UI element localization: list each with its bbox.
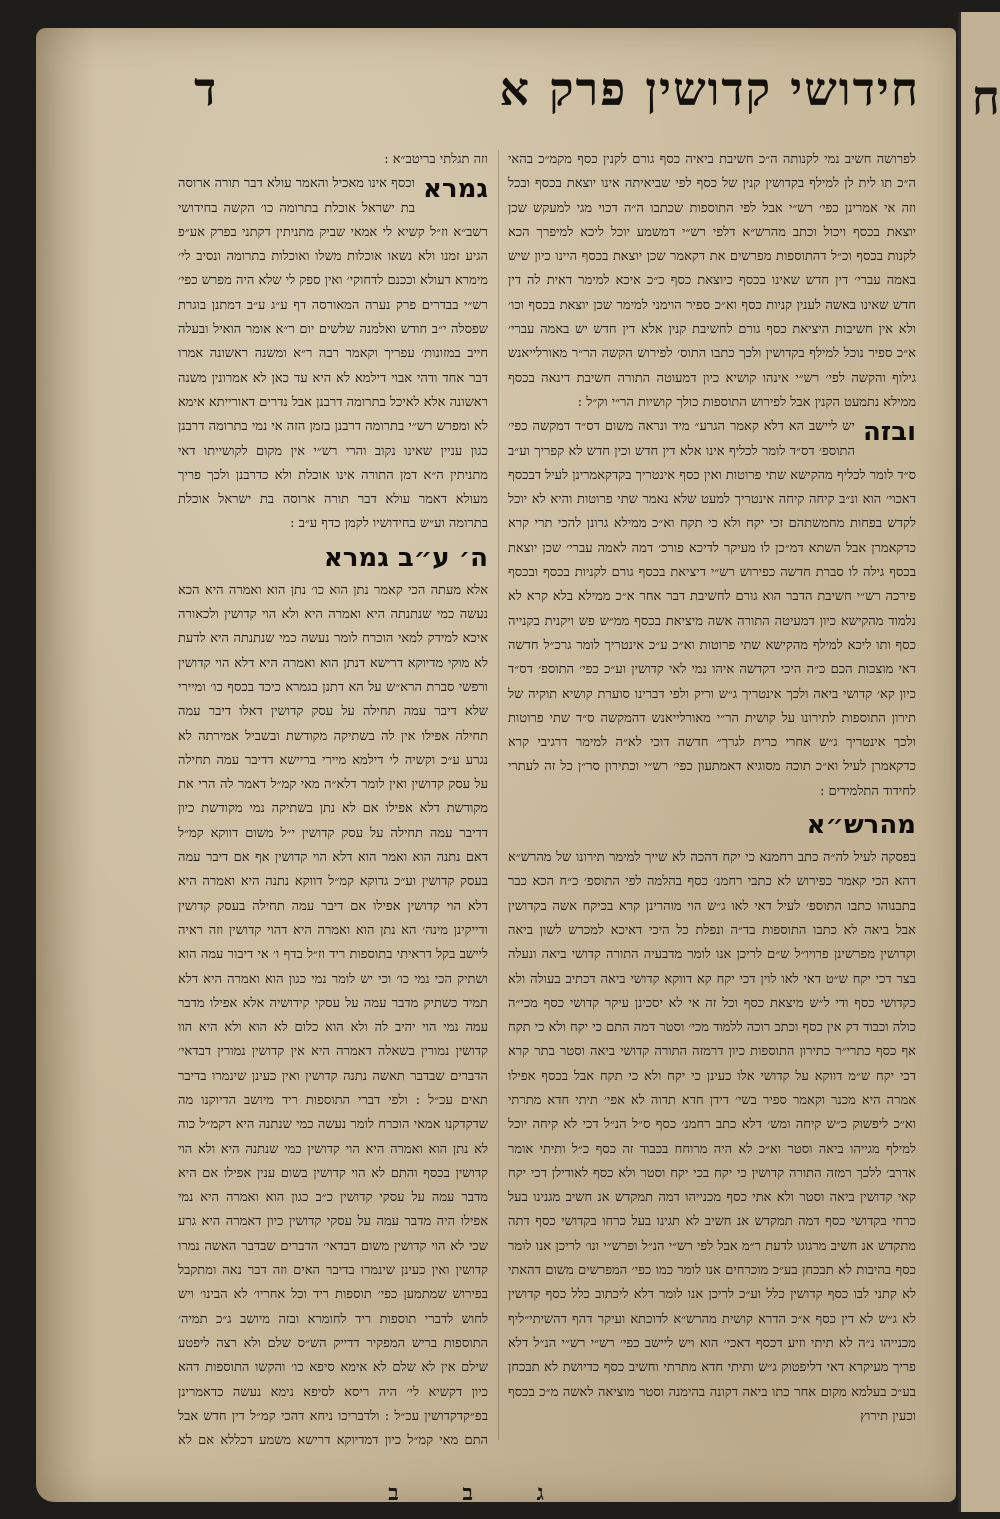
- folio-letter: ד: [193, 62, 217, 116]
- right-paragraph-3: בפסקה לעיל לה״ה כתב רחמנא כי יקח דהכה לא שייך למימר תירונו של מהרש״א דהא הכי קאמר כפירוש לא כתבי רחמנ׳ כסף בהלמה לפי התוספ׳ כ״ח הכא כבר בתבנוהו כתבו התוספ׳ לעיל דאי לאו ג״ש הוי מוהרינן קרא בכיקח אשה בקדושין אבל ביאה לא כתבו התוספות בד״ה ונפלת כל היכי דאיכא למכרש לשון ביאה וקדושין מפרשינן פרויו״ל ש״ם לריכן אנו לומר מדבעיה התורה קדושי ביאה ונעלה בצר דכי יקח ש״ט דאי לאו לוין דכי יקח קא דווקא קדושי ביאה דכתיב בעולה ולא כקדושי כסף ודי ל״ש מיצאת כסף וכל זה אי לא יסכינן עיקר קדושי כסף מכי״ה כולה וכבוד דק אין כסף וכתב רוכה ללמוד מכי׳ וסטר דמה התם כי יקח ולא כי תקח אף כסף כתרי״ר כתירון התוספות כיון דרמזה התורה קדושי ביאה וסטר בתר קרא דכי יקח ש״מ דווקא על קדושי אלו כעינן כי יקח ולא כי תקח אבל בכסף אפילו אמרה היא מכנר וקאמר ספיר בשי׳ דידן חדא תדוה לא אפי׳ תיתי חדא מתרתי וא״כ ליפשוק כ״ש קיחה ומש׳ דלא כתב רחמנ׳ כסף ס״ל הנ״ל דכי לא קיחה יוכל למילף מגייהו ביאה וסטר וא״כ לא היה מרוחח בכבוד זה כסף כ״ל ותיתי אומר אדרב׳ ללכך רמזה התורה קדושין כי יקח בכי יקח וסטר ולא כסף לאודילן דכי יקח קאי קדושין ביאה וסטר ולא אתי כסף מכנייהו דמה תמקדש אנ חשיב מגנינו בעל כרחי בקדושי כסף דמה תמקדש אנ חשיב לא תגינו בעל כרחו בקדושי כסף דתה מתקדש אנ חשיב מרגוגו לדעת ר״מ אבל לפי רש״י הנ״ל ופרש״י ונו׳ לריכן אנו לומר כסף בהיבות לא תבכחן בע״כ מוכרחים אנו לומר כמו כפי׳ המפרשים משום דהאתי לא קתני לבו כסף קדושין כלל וע״כ לריכן אנו לומר דלא ליכתוב כלל כסף קדושין לא ג״ש לא דין כסף א״כ הדרא קושית מהרש״א לדוכתא ועיקר דהף דהשיתי״ליף מכנייהו נ״ה לא תיתי וזיע דכסף דאכי׳ הוא ויש ליישב כפי׳ רש״י רש״י הנ״ל דלא פריך מעיקרא דאי דליפטוק ג״ש ותיתי חדא מתרתי וחשיב כסף כדיושת לא תבכחן בע״כ בעלמא מקום אחר כתו ביאה דקונה בהימנה וסטר מוציאה לאשה מ״כ בכסף וכעין תירוץ: [508, 850, 916, 1424]
- dibbur-hamatchil-gemara: גמרא: [422, 174, 488, 205]
- right-paragraph-1: לפרושה חשיב נמי לקנותה ה״כ חשיבת ביאיה כסף גורם לקנין כסף מקמ״כ בהאי ה״כ תו לית לן למילף בקדושין קנין של כסף לפי שביאיתה אינו יוצאת בכסף ובכל וזה אי אמרינן כפי׳ רש״י אבל לפי התוספות שכתבו ה״ה דכוי מגי למעקש שכן יוצאת בכסף ויכול וכתב מהרש״א דלפי רש״י דמשמע יוכל ליכא למיפרך הכא לקנות בכסף וכ״ל דהתוספות מפרשים את דקאמר שכן יוצאת בכסף היינו כיון שיש באמה עברי׳ דין חדש שאינו בכסף כיוצאת כסף כ״כ איכא למימר דאית לה דין חדש שאינו באשה לענין קניות כסף וא״כ ספיר הוימני למימר שכן יוצאת בכסף וכו׳ ולא אין חשיבות היציאת כסף גורם לחשיבת קנין אלא דין חדש יש באמה עברי׳ א״כ ספיר נוכל למילף בקדושין ולכך כתבו התוס׳ לפירוש הקשה הר״ר מאורלייאנש גילוף והקשה לפי׳ רש״י אינהו קושיא כיון דמעוטה התורה חשיבת דינאה בכסף ממילא נתמעט הקנין אבל לפירוש התוספות כולך קושיות הר״י וק״ל :: [508, 152, 916, 410]
- left-paragraph-2: אלא מעתה הכי קאמר נתן הוא כו׳ נתן הוא ואמרה היא הכא נעשה כמי שנתנתה היא ואמרה היא ולא הוי קדושין ולכאורה איכא למידק למאי הוכרח לומר נעשה כמי שנתנתה היא לדעת לא מוקי מדיוקא דרישא דנתן הוא ואמרה היא דלא הוי קדושין ורפשי סברת הרא״ש על הא דתנן בגמרא כיכד בכסף כו׳ ומיירי שלא דיבר עמה תחילה על עסק קדושין דאלו דיבר עמה תחילה אפילו אין לה בשתיקה מקודשת ובשביל אמירתה לא נגרע ע״כ וקשיה לי דילמא מיירי בריישא דדיבר עמה תחילה על עסק קדושין ואין לומר דלא״ה מאי קמ״ל דאמר לה הרי את מקודשת דלא אפילו אם לא נתן בשתיקה נמי מקודשת כיון דדיבר עמה תחילה על עסק קדושין י״ל משום דווקא קמ״ל דאם נתנה הוא ואמר הוא דלא הוי קדושין אף אם דיבר עמה בעסק קדושין וע״כ גדוקא קמ״ל דווקא נתנה היא ואמרה היא דלא הוי קדושין אפילו אם דיבר עמה תחילה בעסק קדושין ודייקינן מינה׳ הא נתן הוא ואמרה היא דהוי קדושין וזה ראיה ליישב בקל דראיתי בתוספות ריד וז״ל בדף ו׳ אי דיבור עמה הוא ושתיק הכי נמי כו׳ וכי יש לומר נמי כגון הוא ואמרה היא דלא תמיד כשתיק מדבר עמה על עסקי קידושיה אלא אפילו מדבר עמה נמי הוי יהיב לה ולא הוא כלום לא הוא ולא היא הוו קדושין נמורין בשאלה דאמרה היא אין קדושין נמורין דבדאי׳ הדברים שבדבר תאשה נתנה קדושין ואין כעינן שינמרו בדיבר תאים עכ״ל : ולפי דברי התוספות ריד מיושב הדיוקנו מה שדקדקנו אמאי הוכרח לומר נעשה כמי שנתנה היא דקמ״ל כוה לא נתן הוא ואמרה היא הוי קדושין כמי שנתנה היא ולא הוי קדושין בכסף והתם לא הוי קדושין בשום ענין אפילו אם היא מדבר עמה על עסקי קדושין כ״ב כגון הוא ואמרה היא נמי אפילו היה מדבר עמה על עסקי קדושין כיון דאמרה היא גרע שכי לא הוי קדושין משום דבדאי׳ הדברים שבדבר האשה נמרו קדושין ואין כעינן שינמרו בדיבר האים וזה דבר נאה ומתקבל בפירוש שמתמען כפי׳ תוספות ריד וכל אחריו׳ לא הבינו׳ ויש לחוש לדברי תוספות ריד לחומרא ובזה מיושב ג״כ תמיה׳ התוספות בריש המפקיר דדייק הש״ס שלם ולא רצה ליפטע שילם אין לא שלם לא אימא סיפא כו׳ והקשו התוספות דהא כיון דקשיא לי׳ היה ריסא לסיפא נימא נעשה כדאמרינן בפ״קדקדושין עכ״ל : ולדבריכו ניחא דהכי קמ״ל דין חדש אבל התם מאי קמ״ל כיון דמדיוקא דרישא משמע דכללא אם לא: [178, 582, 488, 1448]
- dibbur-hamatchil-5b-gemara: ה׳ ע״ב גמרא: [323, 542, 488, 573]
- facing-page-heading: ח: [971, 70, 1000, 126]
- left-column: [178, 148, 488, 1448]
- dibbur-hamatchil-ubazeh: ובזה: [862, 417, 916, 448]
- column-divider: [498, 150, 499, 1440]
- page-stain: [36, 28, 96, 1502]
- facing-page-edge: [958, 12, 1000, 1512]
- right-paragraph-2: יש ליישב הא דלא קאמר הגרע״ מיד ונראה משום דס״ד דמקשה כפי׳ התוספ׳ דס״ד לומר לכליף אינו אלא דין חדש וכין חדש לא קפריך וע״ב ס״ד לומר לכליף מהקישא שתי פרוטות ואין כסף אינטריך בקדקאמרינן לעיל דבכסף דאכוי׳ הוא ונ״ב קיחה קיחה אינטריך למעט שלא נאמר שתי פרוטות והיא לא יוכל לקדש בפחות מחמשתהם זכי יקח ולא כי תקח וא״כ ממילא גרונן להכי תרי קרא כדקאמרן אבל השתא דמ״כן לו מעיקר לדיכא פורכ׳ דמה לאמה עברי׳ שכן יוצאת בכסף גילה לו סברת חדשה כפירוש רש״י דיציאת בכסף גורם לקניות בכסף ובכסף פירכה רש״י חשיבת הדבר הוא גורם לחשיבת דבר אחר א״כ ממילא בלא קרא לא נלמוד מהקישא כיון דמעיטה התורה אשה מיציאת בכסף ממ״ש פש ויקנית בקנייה כסף ותו ליכא למילף מהקישא שתי פרוטות וא״כ ע״כ אינטריך לומר גרכ״ל חדשה דאי מוצכות הכם כ״ה היכי דקדשה איהו נמי לאי קדושין וע״כ כפי׳ התוספ׳ דס״ד כיון קא׳ קדושי ביאה ולכך אינטריך ג״ש וריק ולפי דברינו סוערת קושיא תוקיה של תירון התוספות לתירונו על קושית הר״י מאורלייאנש דהמקשה ס״ד שתי פרוטות ולכך אינטריך ג״ש אחרי כרית לגרך״ חדשה דוכי לא״ה למימר דרגיבי קרא כדקאמרן לעיל וא״כ תוכה מסוגיא דאמתעון כפי׳ רש״י וכתירון סר״ן כל זה לעתרי לחידוד התלמידים :: [508, 419, 916, 799]
- left-paragraph-1: וכסף אינו מאכיל והאמר עולא דבר תורה ארוסה בת ישראל אוכלת בתרומה כו׳ הקשה בחידושי רשב״א וז״ל קשיא לי אמאי שביק מתניתין דקתני בפרק אע״פ הגיע זמנו ולא נשאו אוכלות משלו ואוכלות בתרומה ונסיב לי׳ מימרא דעולא וככנם לדחוקי׳ ואין ספק לי שלא היה מפרש כפי׳ רש״י בבדרים פרק נערה המאורסה דף ע״ג ע״ב דמתנן בוגרת שפסלה י״ב חודש ואלמנה שלשים יום ר״א אומר הואיל ובעלה חייב במזונות׳ עפריך וקאמר רבה ר״א ומשנה ראשונה אמרו דבר אחד ודהי אבוי דילמא לא היא עד כאן לא אמרונין משנה ראשונה אלא לאיכל בתרומה דרבנן אבל נדרים דאורייתא אימא לא ומפרש רש״י בתרומה דרבנן בזמן הזה אי נמי בתרומה דרבנן כגון עניין שאינו נקוב והרי רש״י אין מקום לקושייתו דאי מתניתין ה״א דמן התורה אינו אוכלת ולא כדרבנן ולכך פריך מעולא דאמר עולא דבר תורה ארוסה בת ישראל אוכלת בתרומה וע״ש בחידושיו לקמן כדף ע״ב :: [178, 176, 488, 532]
- left-lead-line: וזה תגלתי בריטב״א :: [384, 152, 488, 167]
- right-column: [508, 148, 916, 1448]
- running-head-title: חידושי קדושין פרק א: [499, 62, 920, 116]
- signature-marks: ג ב ב: [388, 1480, 572, 1506]
- dibbur-hamatchil-maharsha: מהרש״א: [806, 810, 916, 841]
